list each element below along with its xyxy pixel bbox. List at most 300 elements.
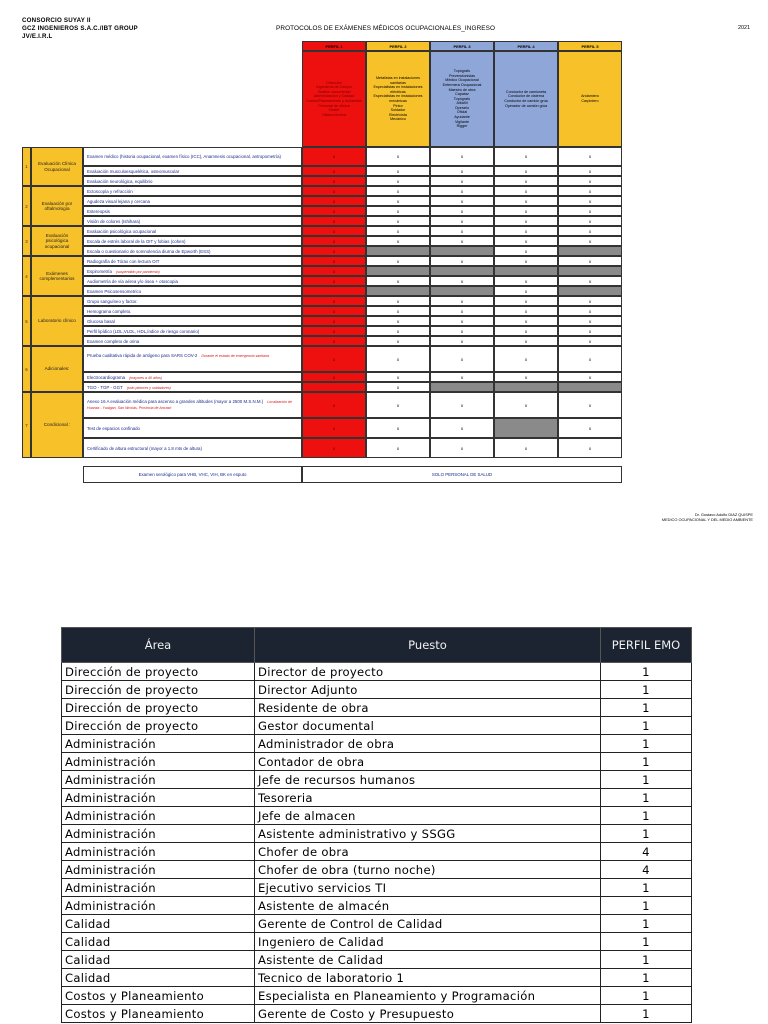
emo-row	[62, 987, 692, 1005]
profile-1-mark: x	[302, 296, 366, 306]
profile-4-mark: x	[494, 336, 558, 346]
group-area: Exámenes complementarios	[31, 256, 83, 296]
exam-label	[83, 236, 302, 246]
profile-2-mark: x	[366, 216, 430, 226]
puesto-cell: Ejecutivo servicios TI	[255, 879, 601, 897]
puesto-cell: Gerente de Costo y Presupuesto	[255, 1005, 601, 1023]
exam-name: Espirometría	[87, 269, 112, 274]
exam-name: Agudeza visual lejana y cercana	[87, 198, 150, 204]
profile-2-mark: x	[366, 256, 430, 266]
profile-3-mark: x	[430, 316, 494, 326]
exam-name: Estereopsis	[87, 208, 110, 214]
area-cell: Calidad	[62, 915, 255, 933]
exam-label	[83, 196, 302, 206]
profile-4-mark	[494, 382, 558, 392]
profile-4-mark: x	[494, 147, 558, 166]
exam-label	[83, 392, 302, 418]
profile-3-mark: x	[430, 206, 494, 216]
profile-5-mark: x	[558, 166, 622, 176]
profile-2-mark: x	[366, 326, 430, 336]
profile-4-mark: x	[494, 236, 558, 246]
area-cell: Dirección de proyecto	[62, 663, 255, 681]
puesto-cell: Gerente de Control de Calidad	[255, 915, 601, 933]
exam-label	[83, 326, 302, 336]
profile-4-mark: x	[494, 296, 558, 306]
profile-header-5: PERFIL 5	[558, 41, 622, 51]
profile-3-mark: x	[430, 196, 494, 206]
area-cell: Calidad	[62, 951, 255, 969]
profile-2-mark	[366, 246, 430, 256]
emo-row	[62, 879, 692, 897]
profile-2-mark: x	[366, 346, 430, 372]
profile-4-mark: x	[494, 206, 558, 216]
profile-4-mark	[494, 418, 558, 438]
profile-1-mark: x	[302, 206, 366, 216]
perfil-cell: 4	[601, 861, 692, 879]
profile-1-mark	[302, 286, 366, 296]
group-number: 2	[22, 186, 31, 226]
profile-2-mark: x	[366, 186, 430, 196]
perfil-cell: 1	[601, 933, 692, 951]
perfil-cell: 4	[601, 843, 692, 861]
exam-label	[83, 226, 302, 236]
exam-label	[83, 186, 302, 196]
exam-name: Prueba cualitativa rápida de antígeno para SARS COV-2	[87, 353, 198, 358]
profile-1-mark: x	[302, 326, 366, 336]
exam-label	[83, 147, 302, 166]
profile-2-mark: x	[366, 296, 430, 306]
emo-row	[62, 771, 692, 789]
exam-name: Grupo sanguíneo y factor.	[87, 298, 138, 304]
profile-1-mark: x	[302, 226, 366, 236]
profile-4-mark: x	[494, 276, 558, 286]
puesto-cell: Tecnico de laboratorio 1	[255, 969, 601, 987]
profile-3-mark: x	[430, 176, 494, 186]
profile-4-mark	[494, 266, 558, 276]
exam-label	[83, 276, 302, 286]
profile-5-mark: x	[558, 316, 622, 326]
exam-name: Certificado de altura estructural (mayor a 1.8 mts de altura)	[87, 445, 202, 451]
group-number: 6	[22, 346, 31, 392]
profile-2-mark: x	[366, 147, 430, 166]
group-number: 3	[22, 226, 31, 256]
emo-row	[62, 843, 692, 861]
footer-health-staff: SOLO PERSONAL DE SALUD	[302, 466, 622, 483]
profile-4-mark: x	[494, 226, 558, 236]
exam-label	[83, 256, 302, 266]
profile-5-mark: x	[558, 306, 622, 316]
perfil-cell: 1	[601, 879, 692, 897]
profile-1-mark: x	[302, 336, 366, 346]
profile-1-mark: x	[302, 216, 366, 226]
emo-row	[62, 681, 692, 699]
profile-1-mark: x	[302, 236, 366, 246]
profile-header-3: PERFIL 3	[430, 41, 494, 51]
exam-name: Evaluación neurológica, equilibrio	[87, 178, 153, 184]
company-line-3: JV/E.I.R.L	[22, 33, 53, 40]
perfil-cell: 1	[601, 681, 692, 699]
profile-3-mark	[430, 246, 494, 256]
profile-2-mark: x	[366, 418, 430, 438]
perfil-cell: 1	[601, 699, 692, 717]
profile-5-mark: x	[558, 276, 622, 286]
exam-note: (suspendido por pandemia)	[115, 270, 160, 274]
profile-4-mark: x	[494, 166, 558, 176]
profile-5-mark: x	[558, 226, 622, 236]
profile-5-mark: x	[558, 147, 622, 166]
profile-3-mark: x	[430, 236, 494, 246]
exam-name: Ectoscopía y refracción	[87, 188, 133, 194]
profile-3-mark: x	[430, 276, 494, 286]
area-cell: Administración	[62, 879, 255, 897]
header-puesto: Puesto	[255, 628, 601, 663]
emo-header-row	[62, 628, 692, 663]
exam-name: Electrocardiograma	[87, 375, 126, 380]
profile-2-mark: x	[366, 372, 430, 382]
profile-4-mark: x	[494, 246, 558, 256]
profile-2-mark: x	[366, 438, 430, 458]
profile-4-mark: x	[494, 346, 558, 372]
puesto-cell: Asistente de almacén	[255, 897, 601, 915]
document-title: PROTOCOLOS DE EXÁMENES MÉDICOS OCUPACIONALES_INGRESO	[276, 25, 496, 32]
profile-3-mark: x	[430, 438, 494, 458]
perfil-cell: 1	[601, 771, 692, 789]
company-line-1: CONSORCIO SUYAY II	[22, 17, 91, 24]
profile-2-mark	[366, 286, 430, 296]
puesto-cell: Administrador de obra	[255, 735, 601, 753]
group-area: Condicional :	[31, 392, 83, 458]
group-number: 7	[22, 392, 31, 458]
perfil-cell: 1	[601, 807, 692, 825]
profile-header-4: PERFIL 4	[494, 41, 558, 51]
profile-2-mark: x	[366, 196, 430, 206]
perfil-cell: 1	[601, 987, 692, 1005]
area-cell: Administración	[62, 771, 255, 789]
exam-name: Examen Psicosensometrico	[87, 288, 142, 294]
profile-3-mark: x	[430, 392, 494, 418]
puesto-cell: Contador de obra	[255, 753, 601, 771]
emo-row	[62, 735, 692, 753]
puesto-cell: Chofer de obra	[255, 843, 601, 861]
puesto-cell: Asistente de Calidad	[255, 951, 601, 969]
profile-1-mark: x	[302, 166, 366, 176]
area-cell: Dirección de proyecto	[62, 681, 255, 699]
company-header	[22, 17, 138, 41]
perfil-cell: 1	[601, 897, 692, 915]
exam-label	[83, 266, 302, 276]
perfil-cell: 1	[601, 735, 692, 753]
exam-name: Perfil lipídico (LDL,VLDL, HDL,índice de riesgo coronario)	[87, 328, 200, 334]
profile-5-mark	[558, 286, 622, 296]
emo-row	[62, 897, 692, 915]
emo-row	[62, 789, 692, 807]
exam-label	[83, 206, 302, 216]
protocol-table	[22, 41, 622, 483]
profile-1-mark: x	[302, 438, 366, 458]
exam-label	[83, 418, 302, 438]
puesto-cell: Jefe de almacen	[255, 807, 601, 825]
exam-name: TGO - TGP - GGT	[87, 385, 123, 390]
area-cell: Administración	[62, 753, 255, 771]
exam-label	[83, 166, 302, 176]
profile-3-mark: x	[430, 418, 494, 438]
profile-5-mark: x	[558, 236, 622, 246]
profile-4-mark: x	[494, 186, 558, 196]
profile-3-mark: x	[430, 166, 494, 176]
profile-2-mark: x	[366, 276, 430, 286]
profile-3-mark: x	[430, 372, 494, 382]
footer-serology: Examen serológico para VHB, VHC, VIH, BK en esputo	[83, 466, 302, 483]
puesto-cell: Chofer de obra (turno noche)	[255, 861, 601, 879]
profile-2-mark: x	[366, 166, 430, 176]
emo-row	[62, 753, 692, 771]
profile-4-mark: x	[494, 286, 558, 296]
exam-name: Audiometría de vía aérea y/o ósea + otoscopia	[87, 278, 178, 284]
group-number: 5	[22, 296, 31, 346]
profile-desc-2: Metalistas en instalaciones sanitarias Especialistas en instalaciones eléctricas Especialistas en instalaciones mecánicas Pintor Soldador Electricista Mecánico	[366, 51, 430, 147]
perfil-cell: 1	[601, 825, 692, 843]
emo-row	[62, 807, 692, 825]
exam-label	[83, 316, 302, 326]
profile-2-mark: x	[366, 236, 430, 246]
exam-name: Test de espacios confinado	[87, 425, 140, 431]
exam-name: Evaluación musculoesquelética, osteomuscular	[87, 168, 180, 174]
perfil-cell: 1	[601, 663, 692, 681]
puesto-cell: Tesoreria	[255, 789, 601, 807]
profile-1-mark: x	[302, 176, 366, 186]
profile-5-mark: x	[558, 336, 622, 346]
profile-4-mark: x	[494, 306, 558, 316]
header-area: Área	[62, 628, 255, 663]
area-cell: Administración	[62, 843, 255, 861]
emo-row	[62, 951, 692, 969]
emo-row	[62, 699, 692, 717]
group-area: Adicionales:	[31, 346, 83, 392]
puesto-cell: Gestor documental	[255, 717, 601, 735]
exam-label	[83, 346, 302, 372]
profile-4-mark: x	[494, 372, 558, 382]
profile-5-mark: x	[558, 196, 622, 206]
area-cell: Administración	[62, 807, 255, 825]
emo-row	[62, 861, 692, 879]
exam-label	[83, 336, 302, 346]
exam-note: (mayores a 40 años)	[129, 376, 163, 380]
area-cell: Dirección de proyecto	[62, 699, 255, 717]
exam-label	[83, 382, 302, 392]
perfil-cell: 1	[601, 753, 692, 771]
exam-name: Examen completo de orina	[87, 338, 140, 344]
puesto-cell: Jefe de recursos humanos	[255, 771, 601, 789]
exam-name: Visión de colores (Ishihara)	[87, 218, 141, 224]
exam-name: Hemograma completo.	[87, 308, 132, 314]
perfil-cell: 1	[601, 951, 692, 969]
exam-label	[83, 286, 302, 296]
profile-3-mark: x	[430, 226, 494, 236]
profile-2-mark: x	[366, 336, 430, 346]
area-cell: Administración	[62, 897, 255, 915]
profile-3-mark: x	[430, 186, 494, 196]
profile-desc-1: Dirección Ingenieros de Campo Gestión documental Administración y Calidad Costos/Planeamiento y Asistentes Personal de oficina Chofer Oficina técnica	[302, 51, 366, 147]
signature-title: MEDICO OCUPACIONAL Y DEL MEDIO AMBIENTE	[661, 517, 753, 522]
profile-3-mark: x	[430, 216, 494, 226]
profile-3-mark	[430, 266, 494, 276]
profile-5-mark	[558, 266, 622, 276]
area-cell: Costos y Planeamiento	[62, 987, 255, 1005]
profile-5-mark	[558, 382, 622, 392]
profile-1-mark: x	[302, 266, 366, 276]
emo-row	[62, 663, 692, 681]
profile-1-mark: x	[302, 346, 366, 372]
profile-2-mark: x	[366, 382, 430, 392]
profile-2-mark: x	[366, 392, 430, 418]
profile-3-mark: x	[430, 256, 494, 266]
profile-3-mark	[430, 382, 494, 392]
area-cell: Administración	[62, 825, 255, 843]
profile-1-mark: x	[302, 372, 366, 382]
puesto-cell: Residente de obra	[255, 699, 601, 717]
profile-5-mark: x	[558, 418, 622, 438]
group-area: Laboratorio clínico	[31, 296, 83, 346]
profile-desc-5: Andamiero Carpintero	[558, 51, 622, 147]
area-cell: Calidad	[62, 969, 255, 987]
area-cell: Calidad	[62, 933, 255, 951]
profile-3-mark: x	[430, 326, 494, 336]
profile-2-mark: x	[366, 206, 430, 216]
exam-name: Escala de estrés laboral de la OIT y fobias (cohen)	[87, 238, 186, 244]
perfil-cell: 1	[601, 717, 692, 735]
profile-2-mark: x	[366, 226, 430, 236]
profile-1-mark: x	[302, 246, 366, 256]
profile-desc-4: Conductor de camioneta Conductor de cisterna Conductor de camión grúa Operador de camión grúa	[494, 51, 558, 147]
group-area: Evaluación psicológica ocupacional	[31, 226, 83, 256]
area-cell: Administración	[62, 789, 255, 807]
header-perfil-emo: PERFIL EMO	[601, 628, 692, 663]
exam-name: Anexo 16 A evaluación médica para ascenso a grandes altitudes (mayor a 2500 M.S.N.M.)	[87, 399, 264, 404]
profile-5-mark: x	[558, 176, 622, 186]
exam-name: Escala o cuestionario de somnolencia diurna de Epworth (ESS)	[87, 248, 211, 254]
exam-name: Examen médico (historia ocupacional, examen físico (ICC), Anamnesis ocupacional, antropometría)	[87, 154, 282, 159]
profile-header-2: PERFIL 2	[366, 41, 430, 51]
profile-1-mark: x	[302, 256, 366, 266]
exam-note: Localización de Huanza - Yuaigan, San Nicolás, Provincia de Ancash	[87, 400, 292, 410]
exam-label	[83, 306, 302, 316]
profile-5-mark: x	[558, 326, 622, 336]
exam-note: (solo pintores y soldadores)	[126, 386, 171, 390]
emo-row	[62, 933, 692, 951]
area-cell: Costos y Planeamiento	[62, 1005, 255, 1023]
emo-row	[62, 825, 692, 843]
exam-note: Durante el estado de emergencia sanitaria	[201, 354, 270, 358]
profile-5-mark: x	[558, 206, 622, 216]
profile-3-mark: x	[430, 306, 494, 316]
profile-5-mark: x	[558, 346, 622, 372]
profile-1-mark: x	[302, 418, 366, 438]
profile-2-mark: x	[366, 306, 430, 316]
profile-1-mark	[302, 382, 366, 392]
signature-name: Dr. Gustavo Adolfo DIAZ QUISPE	[694, 512, 753, 517]
profile-5-mark: x	[558, 438, 622, 458]
profile-5-mark: x	[558, 296, 622, 306]
emo-profile-table	[61, 627, 692, 1023]
profile-3-mark: x	[430, 336, 494, 346]
profile-5-mark: x	[558, 216, 622, 226]
exam-label	[83, 246, 302, 256]
profile-desc-3: Topógrafo Prevencionistas Médico Ocupacional Enfermera Ocupacional Maestro de obra Capataz Topógrafo Albañil Operario Oficial Ayudante Vigilante Rigger	[430, 51, 494, 147]
profile-1-mark: x	[302, 316, 366, 326]
perfil-cell: 1	[601, 1005, 692, 1023]
puesto-cell: Director de proyecto	[255, 663, 601, 681]
exam-label	[83, 372, 302, 382]
exam-name: Radiografía de Tórax con lectura OIT	[87, 258, 160, 264]
signature-block	[662, 512, 753, 522]
perfil-cell: 1	[601, 969, 692, 987]
group-area: Evaluación por oftalmología	[31, 186, 83, 226]
puesto-cell: Especialista en Planeamiento y Programación	[255, 987, 601, 1005]
profile-header-1: PERFIL 1	[302, 41, 366, 51]
profile-3-mark	[430, 286, 494, 296]
exam-label	[83, 216, 302, 226]
emo-row	[62, 915, 692, 933]
document-year: 2021	[738, 25, 750, 31]
group-number: 4	[22, 256, 31, 296]
profile-2-mark	[366, 266, 430, 276]
profile-1-mark: x	[302, 392, 366, 418]
profile-3-mark: x	[430, 147, 494, 166]
profile-4-mark: x	[494, 316, 558, 326]
puesto-cell: Ingeniero de Calidad	[255, 933, 601, 951]
emo-row	[62, 969, 692, 987]
profile-4-mark: x	[494, 256, 558, 266]
exam-label	[83, 176, 302, 186]
profile-1-mark: x	[302, 147, 366, 166]
profile-4-mark: x	[494, 176, 558, 186]
puesto-cell: Director Adjunto	[255, 681, 601, 699]
profile-1-mark: x	[302, 196, 366, 206]
exam-label	[83, 438, 302, 458]
puesto-cell: Asistente administrativo y SSGG	[255, 825, 601, 843]
profile-4-mark: x	[494, 196, 558, 206]
perfil-cell: 1	[601, 915, 692, 933]
exam-label	[83, 296, 302, 306]
profile-3-mark: x	[430, 296, 494, 306]
profile-5-mark	[558, 246, 622, 256]
profile-5-mark: x	[558, 186, 622, 196]
profile-4-mark: x	[494, 438, 558, 458]
perfil-cell: 1	[601, 789, 692, 807]
profile-1-mark: x	[302, 276, 366, 286]
profile-4-mark: x	[494, 326, 558, 336]
profile-5-mark: x	[558, 256, 622, 266]
group-number: 1	[22, 147, 31, 186]
exam-name: Glucosa basal	[87, 318, 115, 324]
exam-name: Evaluación psicológica ocupacional	[87, 228, 157, 234]
profile-1-mark: x	[302, 186, 366, 196]
company-line-2: GCZ INGENIEROS S.A.C./IBT GROUP	[22, 25, 138, 32]
area-cell: Dirección de proyecto	[62, 717, 255, 735]
emo-row	[62, 717, 692, 735]
profile-1-mark: x	[302, 306, 366, 316]
profile-5-mark: x	[558, 392, 622, 418]
profile-4-mark: x	[494, 216, 558, 226]
profile-2-mark: x	[366, 176, 430, 186]
profile-5-mark: x	[558, 372, 622, 382]
emo-row	[62, 1005, 692, 1023]
profile-2-mark: x	[366, 316, 430, 326]
area-cell: Administración	[62, 735, 255, 753]
group-area: Evaluación Clínica Ocupacional	[31, 147, 83, 186]
profile-4-mark: x	[494, 392, 558, 418]
area-cell: Administración	[62, 861, 255, 879]
